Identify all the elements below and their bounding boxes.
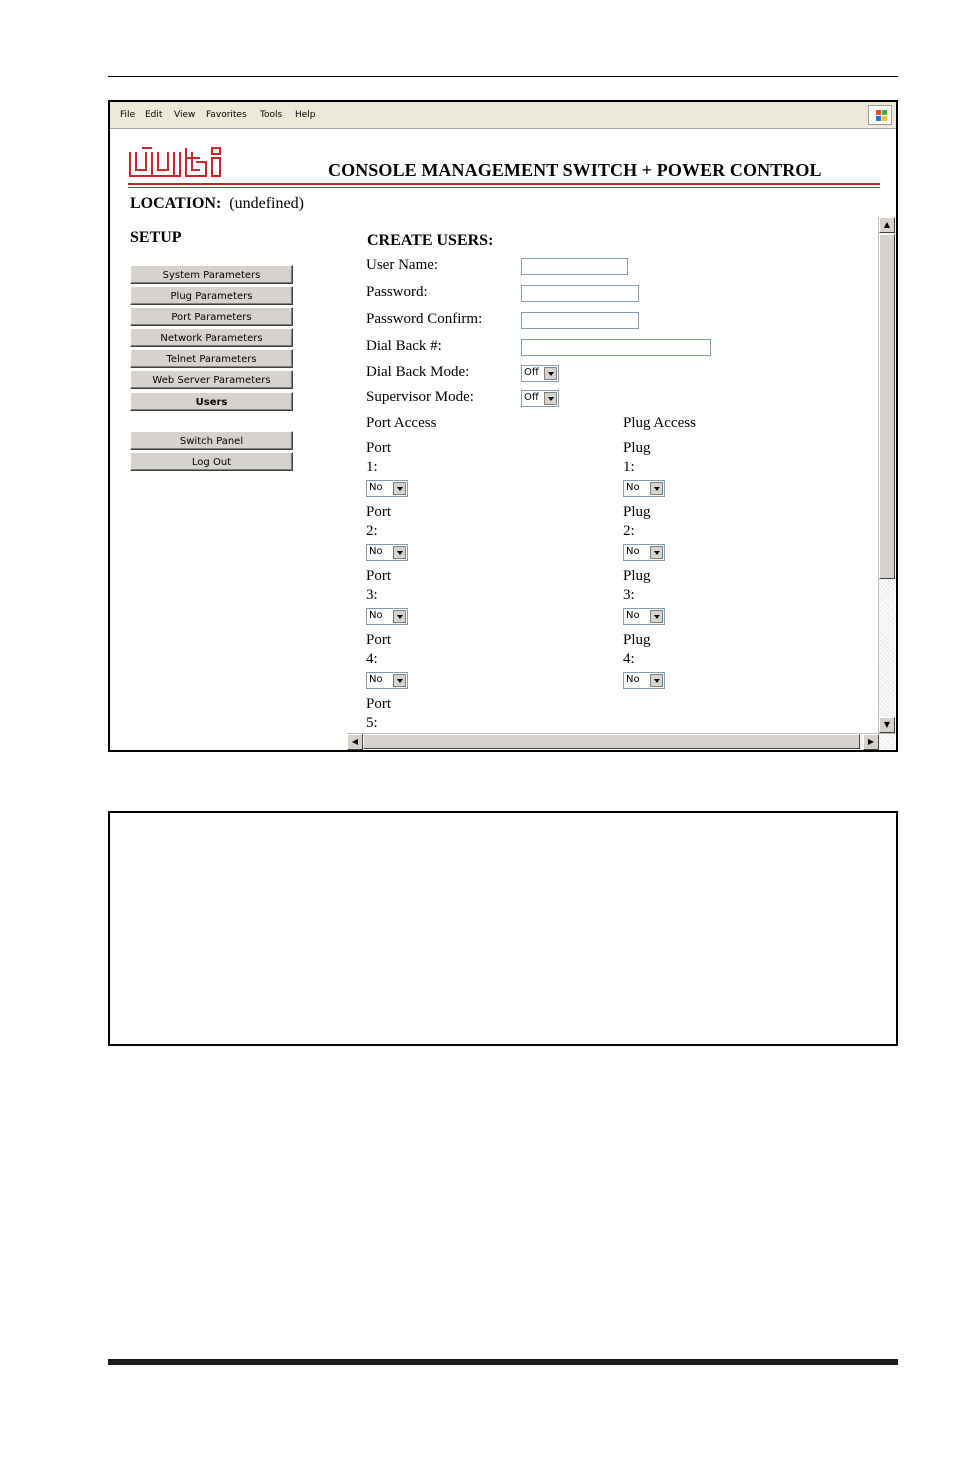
port-3-access-select[interactable] — [366, 608, 408, 625]
nav-network-parameters[interactable]: Network Parameters — [130, 328, 293, 347]
nav-port-parameters[interactable]: Port Parameters — [130, 307, 293, 326]
location-value: (undefined) — [229, 195, 304, 212]
menu-edit[interactable]: Edit — [145, 110, 163, 120]
plug-3-word: Plug — [623, 568, 651, 584]
port-1-access-select[interactable] — [366, 480, 408, 497]
dial-back-mode-value: Off — [524, 367, 539, 378]
plug-1-number: 1: — [623, 459, 635, 475]
scroll-right-icon[interactable]: ▶ — [863, 734, 879, 750]
port-2-access-value: No — [369, 546, 383, 557]
port-3-access-value: No — [369, 610, 383, 621]
plug-2-access-value: No — [626, 546, 640, 557]
menu-bar — [110, 102, 896, 129]
header-rule — [128, 183, 880, 185]
windows-logo-icon — [868, 105, 892, 125]
location-line — [130, 195, 304, 213]
plug-2-number: 2: — [623, 523, 635, 539]
plug-3-access-value: No — [626, 610, 640, 621]
nav-log-out[interactable]: Log Out — [130, 452, 293, 471]
dial-back-input[interactable] — [521, 339, 711, 356]
supervisor-mode-value: Off — [524, 392, 539, 403]
supervisor-mode-label: Supervisor Mode: — [366, 389, 474, 405]
port-4-access-value: No — [369, 674, 383, 685]
horizontal-scroll-thumb[interactable] — [363, 734, 860, 749]
user-name-label: User Name: — [366, 257, 439, 273]
menu-help[interactable]: Help — [295, 110, 316, 120]
plug-access-label: Plug Access — [623, 415, 696, 431]
user-name-input[interactable] — [521, 258, 628, 275]
plug-1-word: Plug — [623, 440, 651, 456]
dial-back-label: Dial Back #: — [366, 338, 442, 354]
dial-back-mode-label: Dial Back Mode: — [366, 364, 470, 380]
page-bottom-rule — [108, 1359, 898, 1365]
dial-back-mode-select[interactable] — [521, 365, 559, 382]
plug-4-word: Plug — [623, 632, 651, 648]
chevron-down-icon — [393, 610, 406, 623]
port-5-word: Port — [366, 696, 392, 712]
plug-2-word: Plug — [623, 504, 651, 520]
scroll-down-icon[interactable]: ▼ — [879, 717, 895, 733]
chevron-down-icon — [393, 674, 406, 687]
port-2-number: 2: — [366, 523, 378, 539]
chevron-down-icon — [650, 546, 663, 559]
password-confirm-input[interactable] — [521, 312, 639, 329]
chevron-down-icon — [393, 482, 406, 495]
note-box — [108, 811, 898, 1046]
browser-window — [108, 100, 898, 752]
chevron-down-icon — [544, 367, 557, 380]
chevron-down-icon — [393, 546, 406, 559]
nav-switch-panel[interactable]: Switch Panel — [130, 431, 293, 450]
plug-1-access-select[interactable] — [623, 480, 665, 497]
plug-1-access-value: No — [626, 482, 640, 493]
location-label: LOCATION: — [130, 195, 222, 212]
plug-4-number: 4: — [623, 651, 635, 667]
port-4-number: 4: — [366, 651, 378, 667]
port-1-word: Port — [366, 440, 392, 456]
plug-4-access-select[interactable] — [623, 672, 665, 689]
wti-logo — [128, 146, 226, 180]
chevron-down-icon — [544, 392, 557, 405]
port-1-number: 1: — [366, 459, 378, 475]
menu-favorites[interactable]: Favorites — [206, 110, 247, 120]
password-confirm-label: Password Confirm: — [366, 311, 483, 327]
scroll-left-icon[interactable]: ◀ — [347, 734, 363, 750]
vertical-scrollbar[interactable] — [878, 217, 895, 733]
nav-system-parameters[interactable]: System Parameters — [130, 265, 293, 284]
password-input[interactable] — [521, 285, 639, 302]
vertical-scroll-thumb[interactable] — [879, 234, 895, 579]
form-heading: CREATE USERS: — [367, 232, 494, 249]
horizontal-scrollbar[interactable] — [347, 733, 895, 749]
chevron-down-icon — [650, 610, 663, 623]
nav-plug-parameters[interactable]: Plug Parameters — [130, 286, 293, 305]
header-rule-thin — [128, 187, 880, 188]
port-2-word: Port — [366, 504, 392, 520]
port-3-word: Port — [366, 568, 392, 584]
port-4-word: Port — [366, 632, 392, 648]
port-5-number: 5: — [366, 715, 378, 731]
port-3-number: 3: — [366, 587, 378, 603]
plug-4-access-value: No — [626, 674, 640, 685]
supervisor-mode-select[interactable] — [521, 390, 559, 407]
plug-2-access-select[interactable] — [623, 544, 665, 561]
password-label: Password: — [366, 284, 428, 300]
chevron-down-icon — [650, 674, 663, 687]
port-access-label: Port Access — [366, 415, 437, 431]
menu-tools[interactable]: Tools — [260, 110, 283, 120]
port-1-access-value: No — [369, 482, 383, 493]
menu-view[interactable]: View — [174, 110, 196, 120]
menu-file[interactable]: File — [120, 110, 136, 120]
plug-3-number: 3: — [623, 587, 635, 603]
app-title: CONSOLE MANAGEMENT SWITCH + POWER CONTROL — [328, 160, 822, 180]
setup-heading: SETUP — [130, 229, 182, 246]
nav-web-server-parameters[interactable]: Web Server Parameters — [130, 370, 293, 389]
chevron-down-icon — [650, 482, 663, 495]
nav-users[interactable]: Users — [130, 392, 293, 411]
page-top-rule — [108, 76, 898, 77]
port-4-access-select[interactable] — [366, 672, 408, 689]
nav-telnet-parameters[interactable]: Telnet Parameters — [130, 349, 293, 368]
scroll-up-icon[interactable]: ▲ — [879, 217, 895, 233]
port-2-access-select[interactable] — [366, 544, 408, 561]
plug-3-access-select[interactable] — [623, 608, 665, 625]
